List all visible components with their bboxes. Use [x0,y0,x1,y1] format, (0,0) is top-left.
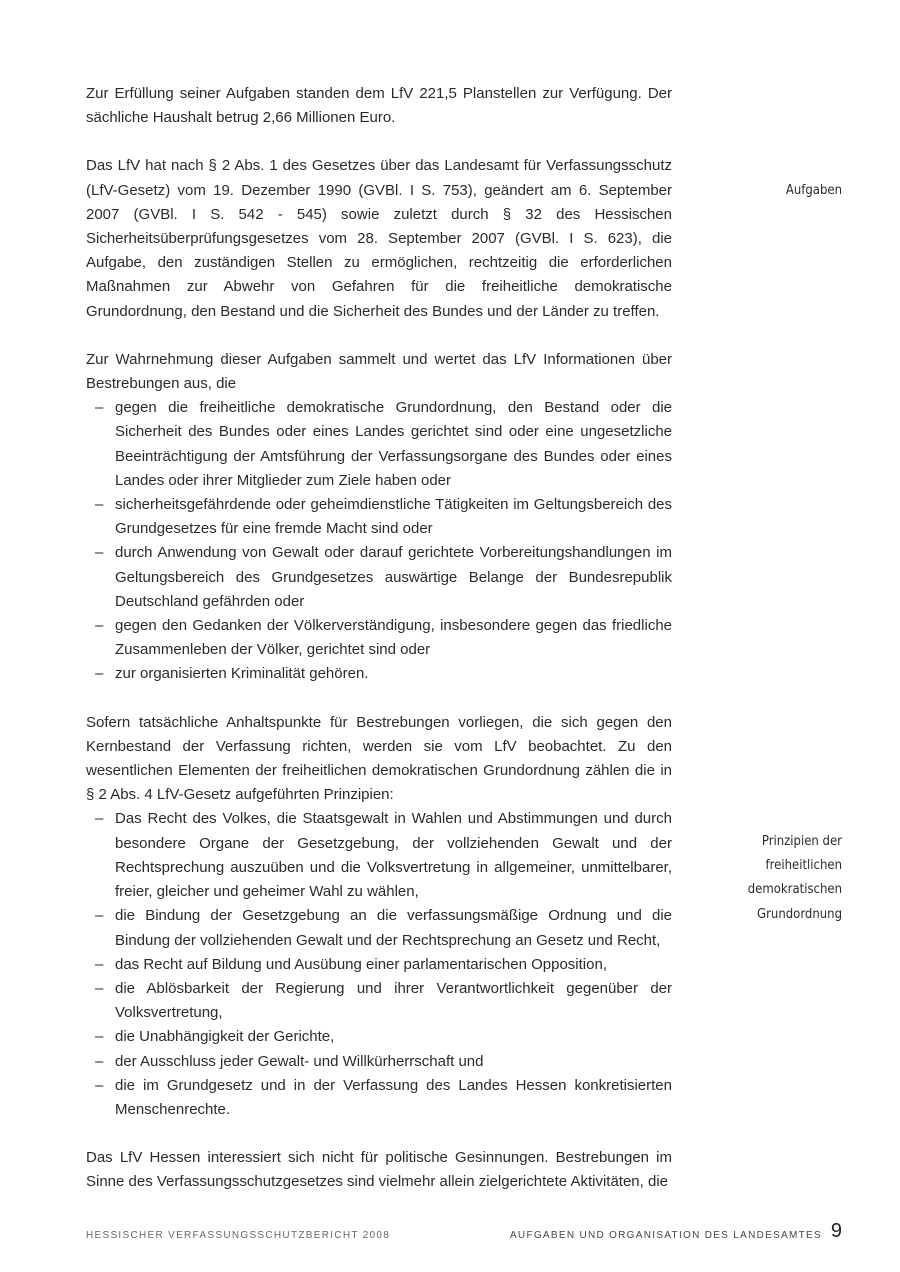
list-item: – der Ausschluss jeder Gewalt- und Willkürherrschaft und [86,1050,672,1074]
principles-list [86,807,672,1122]
list-item: – zur organisierten Kriminalität gehören. [86,662,672,686]
page-number: 9 [830,1220,842,1242]
list-item: – Das Recht des Volkes, die Staatsgewalt in Wahlen und Abstimmungen und durch besondere Organe der Gesetzgebung, der vollziehenden Gewalt und der Rechtsprechung auszuüben und die Volksvertretung in allgemeiner, unmittelbarer, freier, gleicher und geheimer Wahl zu wählen, [86,807,672,904]
list-item: – das Recht auf Bildung und Ausübung einer parlamentarischen Opposition, [86,953,672,977]
paragraph-interests: Das LfV Hessen interessiert sich nicht für politische Gesinnungen. Bestrebungen im Sinne des Verfassungsschutzgesetzes sind vielmehr allein zielgerichtete Aktivitäten, die [86,1149,672,1191]
list-item: – gegen den Gedanken der Völkerverständigung, insbesondere gegen das friedliche Zusammenleben der Völker, gerichtet sind oder [86,614,672,662]
footer-report-title: HESSISCHER VERFASSUNGSSCHUTZBERICHT 2008 [86,1230,391,1241]
list-item: – sicherheitsgefährdende oder geheimdienstliche Tätigkeiten im Geltungsbereich des Grundgesetzes für eine fremde Macht sind oder [86,493,672,541]
margin-note-line: freiheitlichen [765,858,842,874]
paragraph-staffing: Zur Erfüllung seiner Aufgaben standen dem LfV 221,5 Planstellen zur Verfügung. Der sächliche Haushalt betrug 2,66 Millionen Euro. [86,85,672,127]
list-item: – die Unabhängigkeit der Gerichte, [86,1025,672,1049]
paragraph-legal-basis: Das LfV hat nach § 2 Abs. 1 des Gesetzes über das Landesamt für Verfassungsschutz (LfV-Gesetz) vom 19. Dezember 1990 (GVBl. I S. 753), geändert am 6. September 2007 (GVBl. I S. 542 - 545) sowie zuletzt durch § 32 des Hessischen Sicherheitsüberprüfungsgesetzes vom 28. September 2007 (GVBl. I S. 623), die Aufgabe, den zuständigen Stellen zu ermöglichen, rechtzeitig die erforderlichen Maßnahmen zur Abwehr von Gefahren für die freiheitliche demokratische Grundordnung, den Bestand und die Sicherheit des Bundes und der Länder zu treffen. [86,157,672,320]
list-item: – durch Anwendung von Gewalt oder darauf gerichtete Vorbereitungshandlungen im Geltungsbereich des Grundgesetzes auswärtige Belange der Bundesrepublik Deutschland gefährden oder [86,541,672,614]
tasks-list [86,396,672,686]
margin-note-line: Prinzipien der [761,834,842,849]
list-item: – die im Grundgesetz und in der Verfassung des Landes Hessen konkretisierten Menschenrechte. [86,1074,672,1122]
margin-note-text: Aufgaben [785,183,842,198]
list-item: – gegen die freiheitliche demokratische Grundordnung, den Bestand oder die Sicherheit des Bundes oder eines Landes gerichtet sind oder eine ungesetzliche Beeinträchtigung der Amtsführung der Verfassungsorgane des Bundes oder eines Landes oder ihrer Mitglieder zum Ziele haben oder [86,396,672,493]
footer-section-title: AUFGABEN UND ORGANISATION DES LANDESAMTES [509,1230,822,1241]
list-item: – die Bindung der Gesetzgebung an die verfassungsmäßige Ordnung und die Bindung der vollziehenden Gewalt und der Rechtsprechung an Gesetz und Recht, [86,904,672,952]
main-text-column [86,82,672,1195]
margin-note-line: demokratischen [747,882,842,898]
list-item: – die Ablösbarkeit der Regierung und ihrer Verantwortlichkeit gegenüber der Volksvertretung, [86,977,672,1025]
margin-note-principles [682,830,842,927]
paragraph-principles-intro: Sofern tatsächliche Anhaltspunkte für Bestrebungen vorliegen, die sich gegen den Kernbestand der Verfassung richten, werden sie vom LfV beobachtet. Zu den wesentlichen Elementen der freiheitlichen demokratischen Grundordnung zählen die in § 2 Abs. 4 LfV-Gesetz aufgeführten Prinzipien: [86,713,672,804]
margin-note-line: Grundordnung [757,906,842,922]
margin-note-aufgaben [682,179,842,203]
paragraph-tasks-intro: Zur Wahrnehmung dieser Aufgaben sammelt und wertet das LfV Informationen über Bestrebungen aus, die [86,350,672,393]
